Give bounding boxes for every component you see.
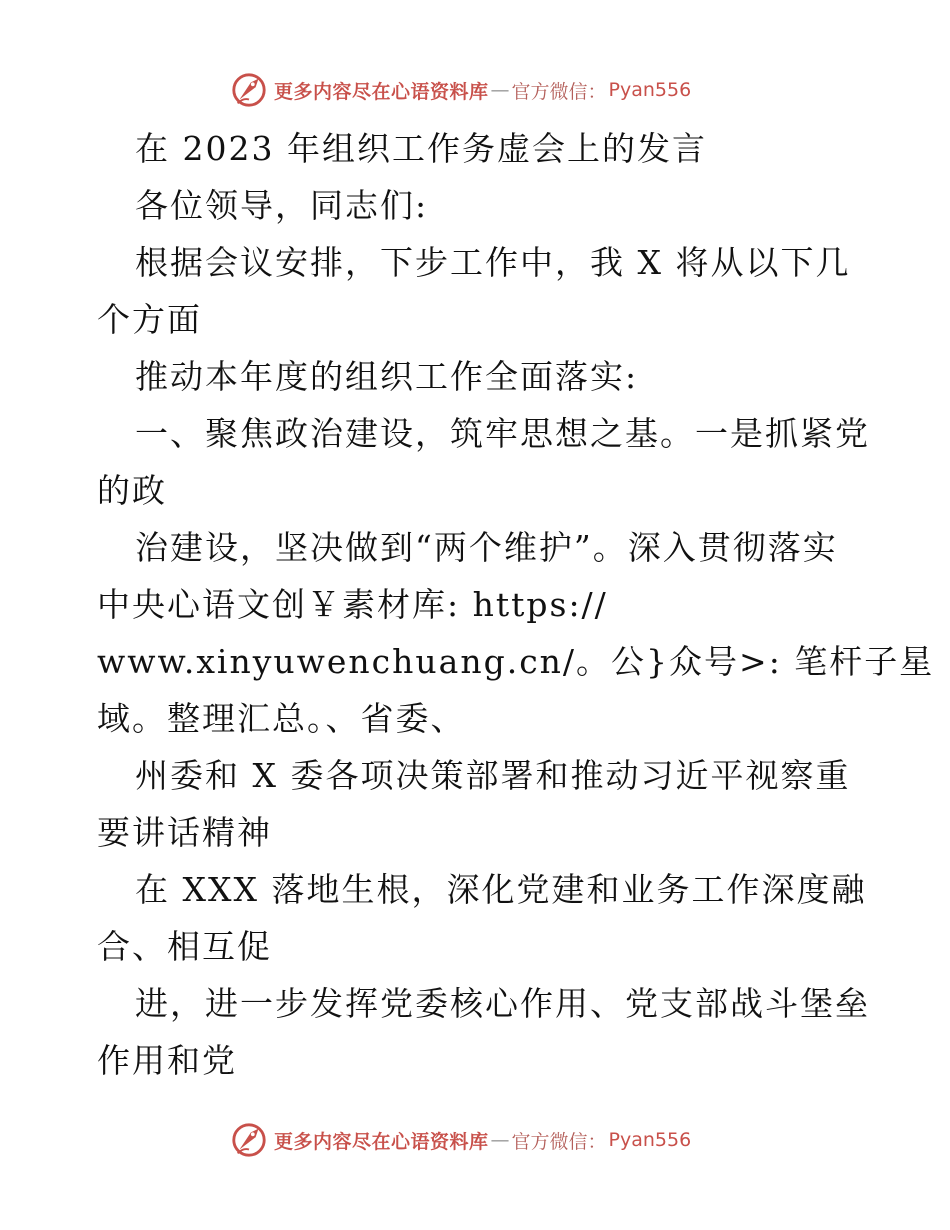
banner-wechat-id: Pyan556 xyxy=(608,1129,692,1151)
banner-separator: — xyxy=(490,79,510,101)
document-line: 在 2023 年组织工作务虚会上的发言 xyxy=(135,129,707,168)
banner-site-text: 更多内容尽在心语资料库 xyxy=(274,1130,489,1153)
footer-banner xyxy=(230,1120,691,1160)
header-banner xyxy=(230,70,691,110)
document-line: 中央心语文创￥素材库: https:// xyxy=(97,585,608,624)
document-line: 根据会议安排，下步工作中，我 X 将从以下几 xyxy=(135,243,851,282)
document-line: 各位领导，同志们: xyxy=(135,186,429,225)
banner-wechat-label: 官方微信： xyxy=(511,80,607,103)
document-body xyxy=(97,120,935,1089)
document-line: 州委和 X 委各项决策部署和推动习近平视察重 xyxy=(135,756,851,795)
banner-separator: — xyxy=(490,1129,510,1151)
document-line: 推动本年度的组织工作全面落实: xyxy=(135,357,639,396)
banner-wechat-id: Pyan556 xyxy=(608,79,692,101)
banner-wechat-label: 官方微信： xyxy=(511,1130,607,1153)
document-line: 个方面 xyxy=(97,300,202,339)
document-line: 进，进一步发挥党委核心作用、党支部战斗堡垒 xyxy=(135,984,870,1023)
document-line: 的政 xyxy=(97,471,167,510)
document-line: 在 XXX 落地生根，深化党建和业务工作深度融 xyxy=(135,870,867,909)
pen-nib-logo-icon xyxy=(230,71,268,109)
document-line: www.xinyuwenchuang.cn/。公}众号>: 笔杆子星 xyxy=(97,642,935,681)
document-line: 要讲话精神 xyxy=(97,813,272,852)
document-line: 作用和党 xyxy=(97,1041,237,1080)
document-line: 治建设，坚决做到“两个维护”。深入贯彻落实 xyxy=(135,528,838,567)
document-line: 合、相互促 xyxy=(97,927,272,966)
document-line: 域。整理汇总。、省委、 xyxy=(97,699,466,738)
banner-site-text: 更多内容尽在心语资料库 xyxy=(274,80,489,103)
pen-nib-logo-icon xyxy=(230,1121,268,1159)
document-line: 一、聚焦政治建设，筑牢思想之基。一是抓紧党 xyxy=(135,414,870,453)
